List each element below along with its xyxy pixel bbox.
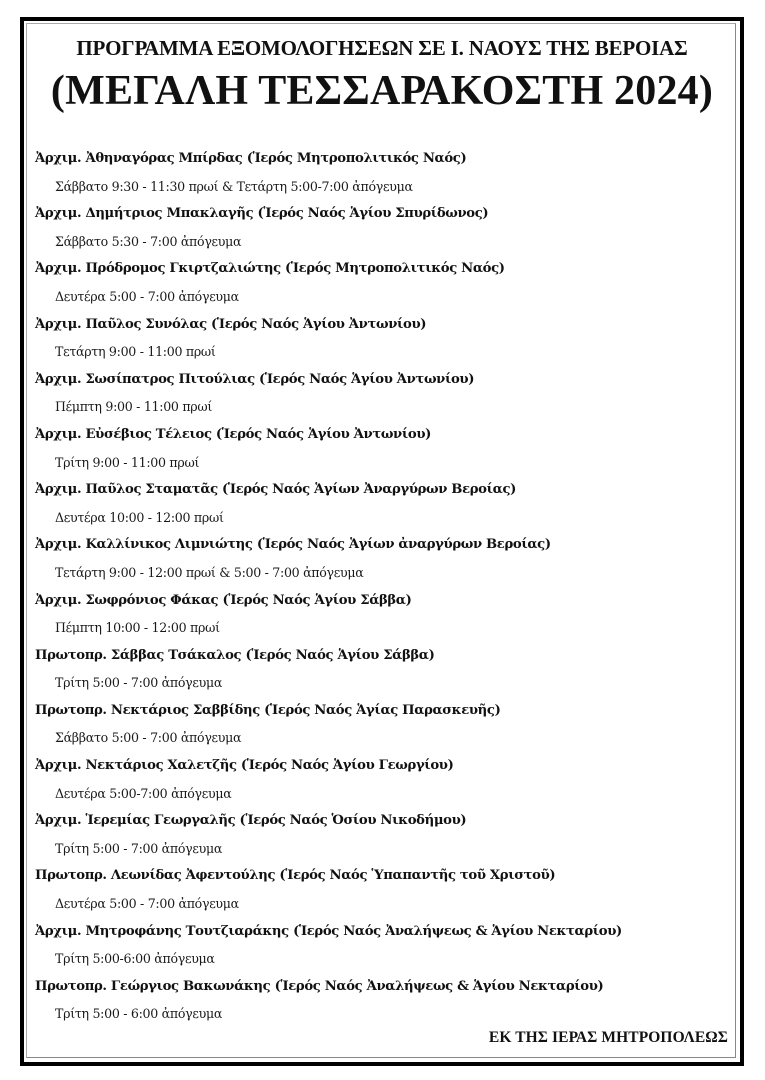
priest-name: Ἀρχιμ. Σωφρόνιος Φάκας (Ἱερός Ναός Ἁγίου Σάββα): [35, 592, 412, 608]
schedule-entry: [35, 976, 735, 1031]
priest-name: Ἀρχιμ. Μητροφάνης Τουτζιαράκης (Ἱερός Ναός Ἀναλήψεως & Ἁγίου Νεκταρίου): [35, 923, 622, 939]
priest-name: Πρωτοπρ. Σάββας Τσάκαλος (Ἱερός Ναός Ἁγίου Σάββα): [35, 647, 435, 663]
priest-name: Ἀρχιμ. Ἀθηναγόρας Μπίρδας (Ἱερός Μητροπολιτικός Ναός): [35, 151, 467, 166]
issuer-signature: ΕΚ ΤΗΣ ΙΕΡΑΣ ΜΗΤΡΟΠΟΛΕΩΣ: [488, 1029, 728, 1046]
schedule-time: Σάββατο 9:30 - 11:30 πρωί & Τετάρτη 5:00-7:00 ἀπόγευμα: [55, 178, 413, 194]
schedule-time: Σάββατο 5:30 - 7:00 ἀπόγευμα: [55, 233, 242, 249]
schedule-entry: [35, 203, 735, 258]
schedule-time: Δευτέρα 5:00-7:00 ἀπόγευμα: [55, 785, 232, 801]
priest-name: Πρωτοπρ. Νεκτάριος Σαββίδης (Ἱερός Ναός Ἁγίας Παρασκευῆς): [35, 702, 501, 718]
schedule-time: Δευτέρα 5:00 - 7:00 ἀπόγευμα: [55, 896, 239, 912]
schedule-entry: [35, 369, 735, 424]
schedule-entry: [35, 865, 735, 920]
priest-name: Ἀρχιμ. Πρόδρομος Γκιρτζαλιώτης (Ἱερός Μητροπολιτικός Ναός): [35, 261, 505, 277]
schedule-time: Σάββατο 5:00 - 7:00 ἀπόγευμα: [55, 730, 242, 746]
schedule-entry: [35, 921, 735, 976]
schedule-entry: [35, 148, 735, 203]
schedule-entry: [35, 258, 735, 313]
schedule-entry: [35, 700, 735, 755]
schedule-time: Τρίτη 5:00 - 7:00 ἀπόγευμα: [55, 675, 223, 691]
schedule-time: Δευτέρα 10:00 - 12:00 πρωί: [55, 509, 224, 525]
priest-name: Ἀρχιμ. Εὐσέβιος Τέλειος (Ἱερός Ναός Ἁγίου Ἀντωνίου): [35, 426, 432, 442]
schedule-entry: [35, 590, 735, 645]
priest-name: Ἀρχιμ. Δημήτριος Μπακλαγῆς (Ἱερός Ναός Ἁγίου Σπυρίδωνος): [35, 206, 489, 222]
document-subtitle: (ΜΕΓΑΛΗ ΤΕΣΣΑΡΑΚΟΣΤΗ 2024): [50, 68, 714, 114]
schedule-entry: [35, 479, 735, 534]
schedule-time: Τετάρτη 9:00 - 11:00 πρωί: [55, 344, 216, 360]
schedule-time: Πέμπτη 10:00 - 12:00 πρωί: [55, 620, 220, 636]
priest-name: Ἀρχιμ. Σωσίπατρος Πιτούλιας (Ἱερός Ναός Ἁγίου Ἀντωνίου): [35, 371, 475, 387]
schedule-time: Δευτέρα 5:00 - 7:00 ἀπόγευμα: [55, 288, 239, 304]
schedule-entry: [35, 314, 735, 369]
priest-name: Ἀρχιμ. Παῦλος Συνόλας (Ἱερός Ναός Ἁγίου Ἀντωνίου): [35, 316, 427, 332]
schedule-entry: [35, 645, 735, 700]
schedule-time: Τρίτη 5:00 - 6:00 ἀπόγευμα: [55, 1006, 223, 1022]
priest-name: Ἀρχιμ. Καλλίνικος Λιμνιώτης (Ἱερός Ναός Ἁγίων ἀναργύρων Βεροίας): [35, 537, 551, 553]
schedule-entry: [35, 424, 735, 479]
priest-name: Πρωτοπρ. Γεώργιος Βακωνάκης (Ἱερός Ναός Ἀναλήψεως & Ἁγίου Νεκταρίου): [35, 978, 604, 994]
schedule-entry: [35, 810, 735, 865]
priest-name: Ἀρχιμ. Νεκτάριος Χαλετζῆς (Ἱερός Ναός Ἁγίου Γεωργίου): [35, 758, 454, 774]
document-title: ΠΡΟΓΡΑΜΜΑ ΕΞΟΜΟΛΟΓΗΣΕΩΝ ΣΕ Ι. ΝΑΟΥΣ ΤΗΣ ΒΕΡΟΙΑΣ: [76, 36, 688, 60]
confession-schedule-list: [35, 148, 735, 1031]
priest-name: Ἀρχιμ. Ἱερεμίας Γεωργαλῆς (Ἱερός Ναός Ὁσίου Νικοδήμου): [35, 813, 467, 829]
priest-name: Ἀρχιμ. Παῦλος Σταματᾶς (Ἱερός Ναός Ἁγίων Ἀναργύρων Βεροίας): [35, 482, 517, 498]
schedule-time: Τρίτη 5:00-6:00 ἀπόγευμα: [55, 951, 215, 967]
schedule-entry: [35, 534, 735, 589]
schedule-time: Τετάρτη 9:00 - 12:00 πρωί & 5:00 - 7:00 ἀπόγευμα: [55, 564, 364, 580]
schedule-entry: [35, 755, 735, 810]
schedule-time: Τρίτη 9:00 - 11:00 πρωί: [55, 454, 200, 470]
schedule-time: Πέμπτη 9:00 - 11:00 πρωί: [55, 399, 213, 415]
schedule-time: Τρίτη 5:00 - 7:00 ἀπόγευμα: [55, 840, 223, 856]
priest-name: Πρωτοπρ. Λεωνίδας Ἀφεντούλης (Ἱερός Ναός Ὑπαπαντῆς τοῦ Χριστοῦ): [35, 868, 556, 884]
